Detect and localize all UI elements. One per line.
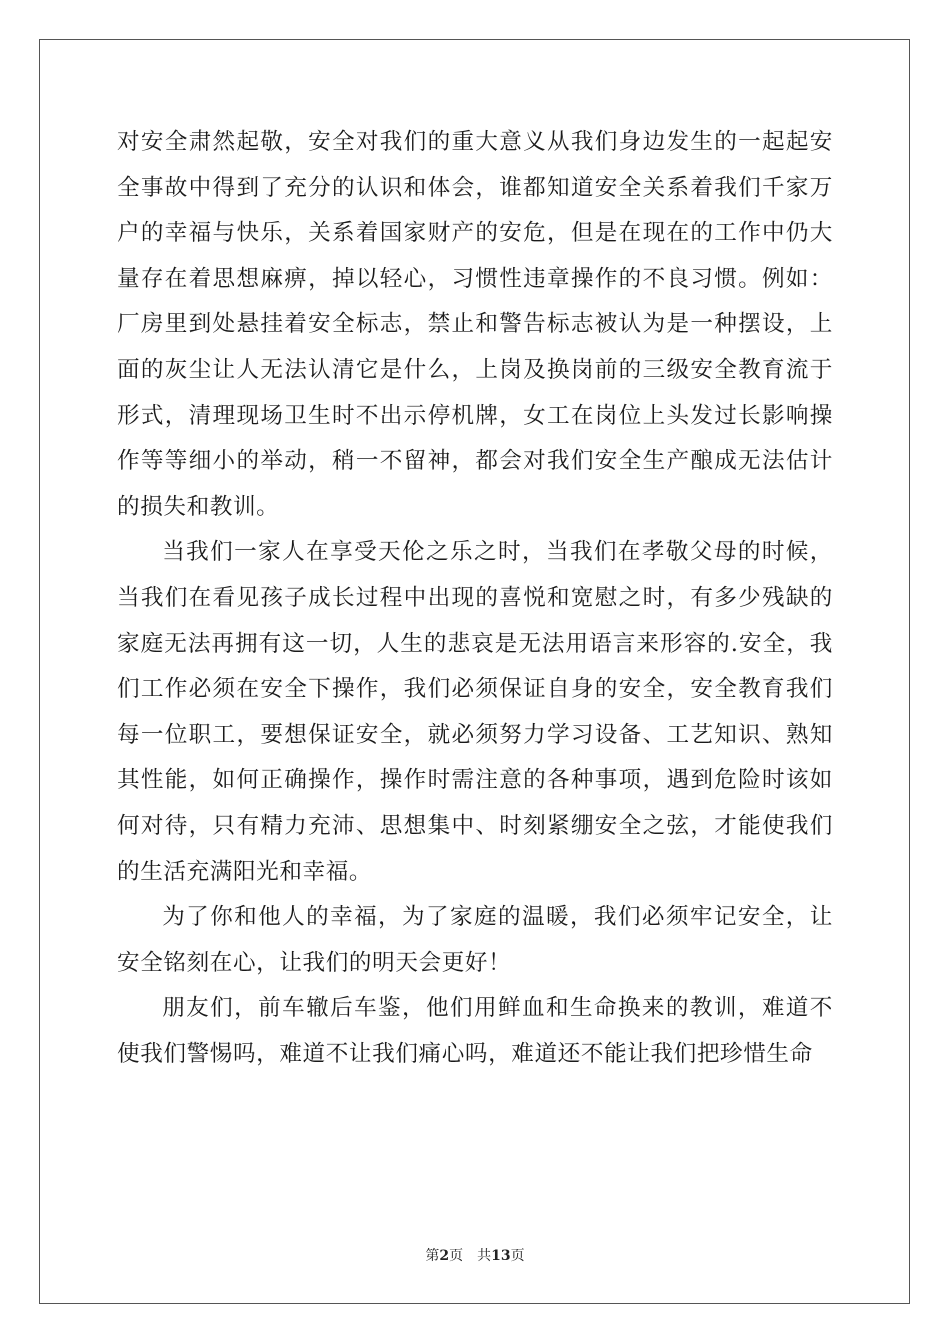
paragraph-4: 朋友们，前车辙后车鉴，他们用鲜血和生命换来的教训，难道不使我们警惕吗，难道不让我们痛心吗，难道还不能让我们把珍惜生命 <box>117 995 833 1067</box>
footer-total-suffix: 页 <box>510 1248 525 1264</box>
footer-page-number: 2 <box>439 1248 450 1264</box>
paragraph-1: 对安全肃然起敬，安全对我们的重大意义从我们身边发生的一起起安全事故中得到了充分的认识和体会，谁都知道安全关系着我们千家万户的幸福与快乐，关系着国家财产的安危，但是在现在的工作中仍大量存在着思想麻痹，掉以轻心，习惯性违章操作的不良习惯。例如：厂房里到处悬挂着安全标志，禁止和警告标志被认为是一种摆设，上面的灰尘让人无法认清它是什么，上岗及换岗前的三级安全教育流于形式，清理现场卫生时不出示停机牌，女工在岗位上头发过长影响操作等等细小的举动，稍一不留神，都会对我们安全生产酿成无法估计的损失和教训。 <box>117 129 833 520</box>
footer-total-pages: 13 <box>491 1248 511 1264</box>
footer-page-prefix: 第 <box>425 1248 440 1264</box>
footer-page-suffix: 页 <box>449 1248 464 1264</box>
footer-total-prefix: 共 <box>477 1248 492 1264</box>
paragraph-3: 为了你和他人的幸福，为了家庭的温暖，我们必须牢记安全，让安全铭刻在心，让我们的明天会更好！ <box>117 904 833 976</box>
document-body <box>117 120 833 1077</box>
page-footer <box>0 1245 950 1265</box>
paragraph-2: 当我们一家人在享受天伦之乐之时，当我们在孝敬父母的时候，当我们在看见孩子成长过程中出现的喜悦和宽慰之时，有多少残缺的家庭无法再拥有这一切，人生的悲哀是无法用语言来形容的.安全，我们工作必须在安全下操作，我们必须保证自身的安全，安全教育我们每一位职工，要想保证安全，就必须努力学习设备、工艺知识、熟知其性能，如何正确操作，操作时需注意的各种事项，遇到危险时该如何对待，只有精力充沛、思想集中、时刻紧绷安全之弦，才能使我们的生活充满阳光和幸福。 <box>117 539 833 885</box>
